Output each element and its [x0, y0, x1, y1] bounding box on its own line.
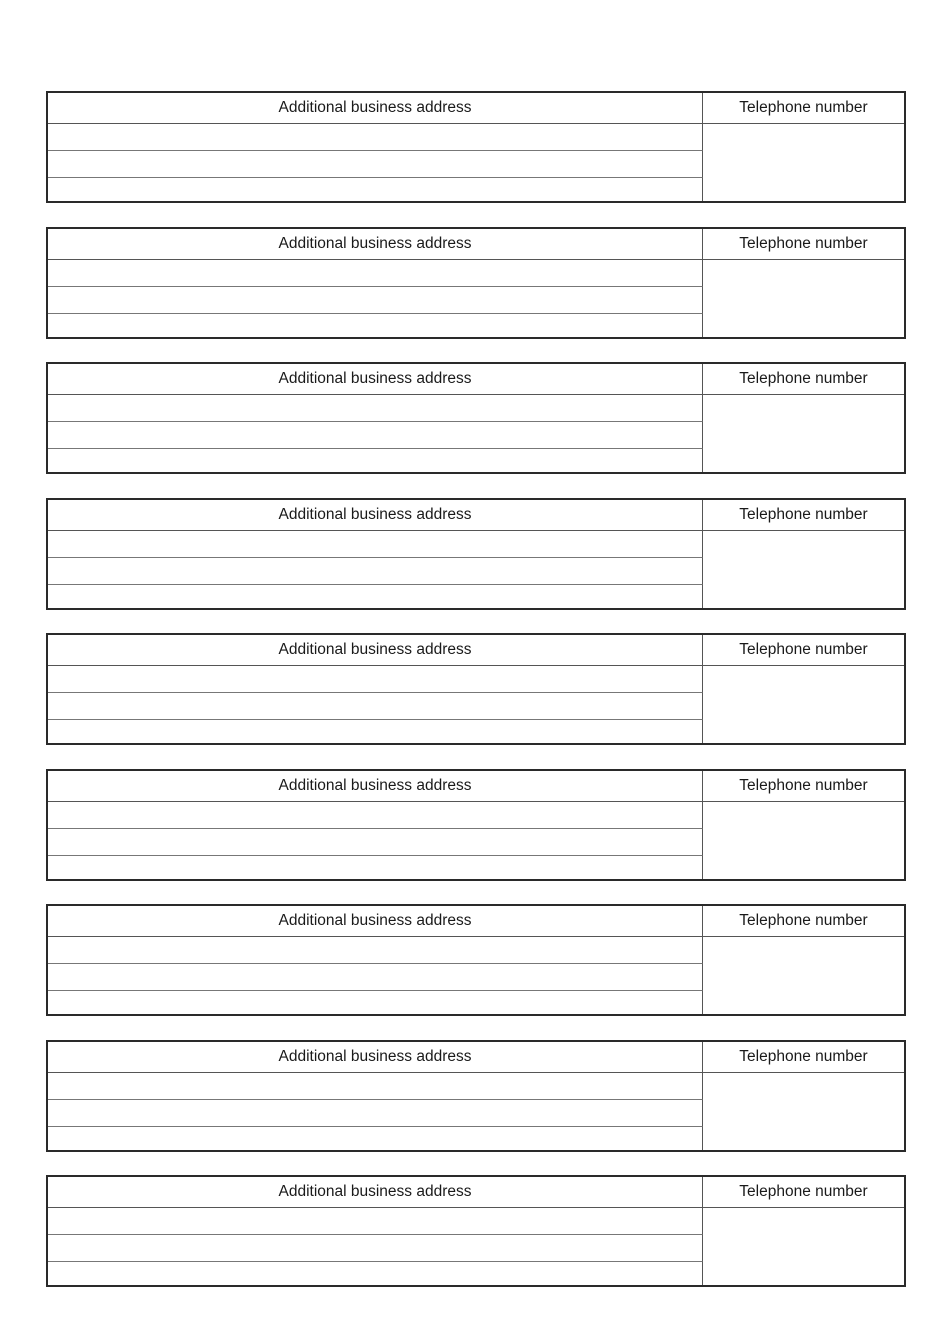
telephone-field[interactable]: [703, 531, 904, 608]
telephone-header: Telephone number: [703, 93, 904, 124]
telephone-header: Telephone number: [703, 771, 904, 802]
address-line-1-field[interactable]: [48, 531, 703, 558]
telephone-header: Telephone number: [703, 229, 904, 260]
address-header: Additional business address: [48, 906, 703, 937]
telephone-header: Telephone number: [703, 1042, 904, 1073]
address-line-3-field[interactable]: [48, 720, 703, 743]
address-header: Additional business address: [48, 500, 703, 531]
telephone-header: Telephone number: [703, 635, 904, 666]
address-header: Additional business address: [48, 229, 703, 260]
telephone-header: Telephone number: [703, 906, 904, 937]
address-block: [46, 1175, 906, 1287]
address-line-3-field[interactable]: [48, 585, 703, 608]
address-header: Additional business address: [48, 1177, 703, 1208]
address-line-2-field[interactable]: [48, 693, 703, 720]
address-line-1-field[interactable]: [48, 395, 703, 422]
address-line-1-field[interactable]: [48, 1073, 703, 1100]
address-header: Additional business address: [48, 364, 703, 395]
address-block: [46, 498, 906, 610]
address-form-list: [46, 91, 906, 1311]
address-block: [46, 904, 906, 1016]
telephone-header: Telephone number: [703, 500, 904, 531]
address-block: [46, 769, 906, 881]
address-line-3-field[interactable]: [48, 856, 703, 879]
address-header: Additional business address: [48, 635, 703, 666]
address-line-3-field[interactable]: [48, 1127, 703, 1150]
address-header: Additional business address: [48, 1042, 703, 1073]
address-line-1-field[interactable]: [48, 124, 703, 151]
address-block: [46, 362, 906, 474]
telephone-field[interactable]: [703, 937, 904, 1014]
telephone-header: Telephone number: [703, 1177, 904, 1208]
address-line-2-field[interactable]: [48, 829, 703, 856]
address-line-3-field[interactable]: [48, 314, 703, 337]
address-block: [46, 227, 906, 339]
address-block: [46, 91, 906, 203]
address-line-1-field[interactable]: [48, 666, 703, 693]
telephone-field[interactable]: [703, 1073, 904, 1150]
address-line-2-field[interactable]: [48, 287, 703, 314]
address-line-3-field[interactable]: [48, 449, 703, 472]
address-line-2-field[interactable]: [48, 558, 703, 585]
address-block: [46, 1040, 906, 1152]
address-line-2-field[interactable]: [48, 422, 703, 449]
address-line-1-field[interactable]: [48, 802, 703, 829]
address-block: [46, 633, 906, 745]
address-header: Additional business address: [48, 771, 703, 802]
address-line-2-field[interactable]: [48, 964, 703, 991]
address-line-2-field[interactable]: [48, 151, 703, 178]
address-line-1-field[interactable]: [48, 1208, 703, 1235]
address-line-2-field[interactable]: [48, 1235, 703, 1262]
telephone-field[interactable]: [703, 1208, 904, 1285]
address-line-3-field[interactable]: [48, 991, 703, 1014]
telephone-field[interactable]: [703, 666, 904, 743]
telephone-field[interactable]: [703, 260, 904, 337]
telephone-field[interactable]: [703, 124, 904, 201]
address-line-2-field[interactable]: [48, 1100, 703, 1127]
telephone-field[interactable]: [703, 802, 904, 879]
address-line-3-field[interactable]: [48, 178, 703, 201]
address-line-1-field[interactable]: [48, 260, 703, 287]
address-line-1-field[interactable]: [48, 937, 703, 964]
address-header: Additional business address: [48, 93, 703, 124]
telephone-field[interactable]: [703, 395, 904, 472]
address-line-3-field[interactable]: [48, 1262, 703, 1285]
telephone-header: Telephone number: [703, 364, 904, 395]
